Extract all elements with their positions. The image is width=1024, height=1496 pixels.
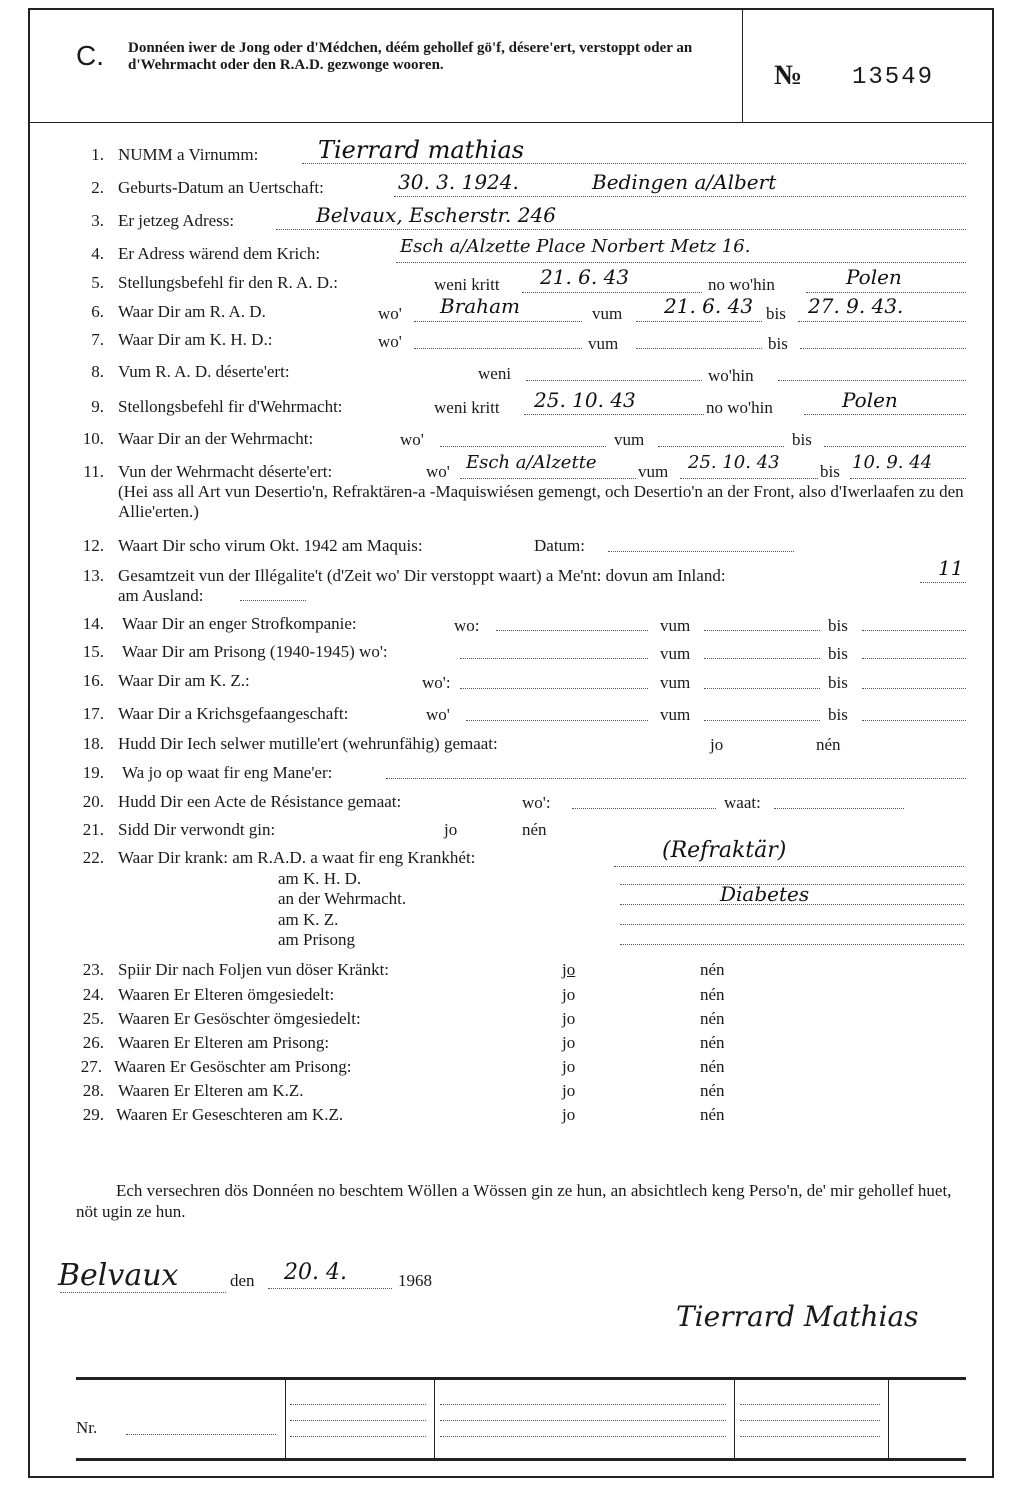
jo-option: jo — [562, 1081, 576, 1100]
item-number: 26. — [82, 1033, 104, 1052]
fill-line — [276, 229, 966, 230]
footer-divider — [285, 1380, 286, 1458]
item-label: Hudd Dir een Acte de Résistance gemaat: — [118, 792, 402, 811]
wo-label: wo' — [426, 705, 450, 724]
fill-line — [440, 446, 606, 447]
item-number: 5. — [91, 273, 104, 292]
item-label: Hudd Dir Iech selwer mutille'ert (wehrunfähig) gemaat: — [118, 734, 498, 753]
waat-label: waat: — [724, 793, 761, 812]
handwritten-place: Esch a/Alzette — [466, 452, 597, 473]
item-number: 25. — [82, 1009, 104, 1028]
fill-line — [386, 778, 966, 779]
wo-label: wo' — [400, 430, 424, 449]
item-number: 14. — [82, 614, 104, 633]
handwritten-date: 21. 6. 43 — [540, 265, 630, 289]
fill-line — [240, 600, 306, 601]
fill-line — [394, 196, 966, 197]
fill-line — [658, 446, 784, 447]
item-label: Waaren Er Gesöschter am Prisong: — [114, 1057, 352, 1076]
fill-line — [806, 292, 966, 293]
fill-line — [798, 321, 966, 322]
fill-line — [920, 582, 966, 583]
item-number: 12. — [82, 536, 104, 555]
item-label: Waar Dir krank: am R.A.D. a waat fir eng Krankhét: — [118, 848, 476, 867]
item-number: 17. — [82, 704, 104, 723]
handwritten-war-address: Esch a/Alzette Place Norbert Metz 16. — [400, 236, 751, 257]
item-label: Waaren Er Gesöschter ömgesiedelt: — [118, 1009, 361, 1028]
fill-line — [620, 944, 964, 945]
fill-line — [680, 478, 818, 479]
fill-line — [414, 348, 582, 349]
handwritten-to: 10. 9. 44 — [852, 452, 933, 473]
weni-label: weni kritt — [434, 275, 500, 294]
nen-option: nén — [700, 1057, 725, 1076]
fill-line — [704, 688, 820, 689]
weni-label: weni kritt — [434, 398, 500, 417]
nr-label: Nr. — [76, 1418, 98, 1437]
item-number: 20. — [82, 792, 104, 811]
item-number: 9. — [91, 397, 104, 416]
wo-label: wo' — [378, 304, 402, 323]
item-number: 19. — [82, 763, 104, 782]
fill-line — [290, 1420, 426, 1421]
bis-label: bis — [766, 304, 786, 323]
fill-line — [740, 1436, 880, 1437]
weni-label: weni — [478, 364, 512, 383]
wo-label: wo' — [426, 462, 450, 481]
handwritten-months: 11 — [938, 556, 964, 580]
item-number: 11. — [83, 462, 104, 481]
fill-line — [460, 688, 648, 689]
item-label: Waar Dir am K. Z.: — [118, 671, 250, 690]
fill-line — [774, 808, 904, 809]
vum-label: vum — [588, 334, 619, 353]
header-vertical-divider — [742, 8, 743, 122]
item-number: 23. — [82, 960, 104, 979]
fill-line — [636, 348, 762, 349]
datum-label: Datum: — [534, 536, 585, 555]
nen-option: nén — [700, 1081, 725, 1100]
handwritten-from: 21. 6. 43 — [664, 294, 754, 318]
fill-line — [466, 720, 648, 721]
item-number: 2. — [91, 178, 104, 197]
item-number: 13. — [82, 566, 104, 585]
fill-line — [396, 262, 966, 263]
item-label: Er jetzeg Adress: — [118, 211, 235, 230]
item-number: 27. — [80, 1057, 102, 1076]
fill-line — [268, 1288, 392, 1289]
item-label: Waart Dir scho virum Okt. 1942 am Maquis: — [118, 536, 423, 555]
fill-line — [850, 478, 966, 479]
item-label: Spiir Dir nach Foljen vun döser Kränkt: — [118, 960, 390, 979]
item-number: 15. — [82, 642, 104, 661]
fill-line — [862, 630, 966, 631]
jo-option-marked: jo — [562, 960, 576, 979]
bis-label: bis — [792, 430, 812, 449]
fill-line — [460, 658, 648, 659]
item-label: Waar Dir am R. A. D. — [118, 302, 266, 321]
nen-option: nén — [700, 985, 725, 1004]
item-label: Waar Dir an enger Strofkompanie: — [122, 614, 357, 633]
item-label: Waar Dir an der Wehrmacht: — [118, 429, 314, 448]
item-number: 6. — [91, 302, 104, 321]
item-label: NUMM a Virnumm: — [118, 145, 259, 164]
item-number: 3. — [91, 211, 104, 230]
handwritten-date: 20. 4. — [284, 1260, 347, 1285]
nen-option: nén — [700, 1105, 725, 1124]
handwritten-birthdate: 30. 3. 1924. — [398, 170, 519, 194]
item-number: 10. — [82, 429, 104, 448]
item-number: 16. — [82, 671, 104, 690]
fill-line — [824, 446, 966, 447]
handwritten-place: Belvaux — [58, 1258, 179, 1293]
vum-label: vum — [660, 705, 691, 724]
item-number: 1. — [91, 145, 104, 164]
jo-option: jo — [562, 985, 576, 1004]
sub-label: an der Wehrmacht. — [278, 889, 407, 908]
handwritten-illness-2: Diabetes — [720, 882, 810, 906]
fill-line — [126, 1434, 276, 1435]
fill-line — [440, 1404, 726, 1405]
fill-line — [414, 321, 582, 322]
item-number: 8. — [91, 362, 104, 381]
vum-label: vum — [660, 673, 691, 692]
bis-label: bis — [828, 673, 848, 692]
item-label: Wa jo op waat fir eng Mane'er: — [122, 763, 333, 782]
handwritten-illness: (Refraktär) — [662, 838, 787, 863]
den-label: den — [230, 1271, 255, 1290]
item-number: 24. — [82, 985, 104, 1004]
vum-label: vum — [660, 644, 691, 663]
item-label: Waar Dir am K. H. D.: — [118, 330, 273, 349]
fill-line — [614, 866, 964, 867]
fill-line — [572, 808, 716, 809]
jo-option: jo — [562, 1009, 576, 1028]
nen-option: nén — [700, 1033, 725, 1052]
handwritten-date: 25. 10. 43 — [534, 388, 636, 412]
item-label: Gesamtzeit vun der Illégalite't (d'Zeit wo' Dir verstoppt waart) a Me'nt: dovun am Inland: — [118, 566, 726, 585]
wo-label: wo': — [522, 793, 551, 812]
fill-line — [496, 630, 648, 631]
form-number: 13549 — [852, 64, 935, 91]
bis-label: bis — [820, 462, 840, 481]
item-label: Vun der Wehrmacht déserte'ert: — [118, 462, 333, 481]
handwritten-address: Belvaux, Escherstr. 246 — [316, 203, 556, 227]
footer-divider — [734, 1380, 735, 1458]
fill-line — [524, 414, 704, 415]
number-sign: № — [774, 60, 803, 91]
no-wohin-label: no wo'hin — [708, 275, 775, 294]
jo-option: jo — [562, 1105, 576, 1124]
declaration-text: Ech versechren dös Donnéen no beschtem Wöllen a Wössen gin ze hun, an absichtlech keng Perso'n, de' mir gehollef huet, nöt ugin ze hun. — [76, 1181, 952, 1221]
item-note: (Hei ass all Art vun Desertio'n, Refraktären-a -Maquiswiésen gemengt, och Desertio'n an der Front, also d'Iwerlaafen zu den Allie'erten.) — [118, 482, 964, 521]
sub-label: am K. H. D. — [278, 869, 362, 888]
ausland-label: am Ausland: — [118, 586, 204, 605]
item-number: 22. — [82, 848, 104, 867]
fill-line — [290, 1436, 426, 1437]
jo-option: jo — [562, 1033, 576, 1052]
item-label: Waaren Er Elteren ömgesiedelt: — [118, 985, 335, 1004]
fill-line — [60, 1292, 226, 1293]
bis-label: bis — [828, 616, 848, 635]
handwritten-destination: Polen — [842, 388, 898, 412]
item-label: Waaren Er Geseschteren am K.Z. — [116, 1105, 344, 1124]
vum-label: vum — [638, 462, 669, 481]
fill-line — [460, 478, 636, 479]
fill-line — [440, 1436, 726, 1437]
footer-divider — [888, 1380, 889, 1458]
fill-line — [440, 1420, 726, 1421]
nen-option: nén — [816, 735, 841, 754]
footer-bottom-rule — [76, 1458, 966, 1461]
fill-line — [740, 1404, 880, 1405]
wo-label: wo: — [454, 616, 480, 635]
sub-label: am K. Z. — [278, 910, 339, 929]
wo-label: wo': — [422, 673, 451, 692]
fill-line — [778, 380, 966, 381]
item-label: Waaren Er Elteren am Prisong: — [118, 1033, 330, 1052]
fill-line — [620, 924, 964, 925]
bis-label: bis — [768, 334, 788, 353]
handwritten-to: 27. 9. 43. — [808, 294, 904, 318]
jo-option: jo — [710, 735, 724, 754]
footer-top-rule — [76, 1377, 966, 1380]
vum-label: vum — [660, 616, 691, 635]
item-label: Vum R. A. D. déserte'ert: — [118, 362, 290, 381]
no-wohin-label: no wo'hin — [706, 398, 773, 417]
bis-label: bis — [828, 644, 848, 663]
item-number: 29. — [82, 1105, 104, 1124]
fill-line — [636, 321, 762, 322]
item-label: Stellungsbefehl fir den R. A. D.: — [118, 273, 339, 292]
item-number: 7. — [91, 330, 104, 349]
year-label: 1968 — [398, 1271, 432, 1290]
item-label: Stellongsbefehl fir d'Wehrmacht: — [118, 397, 343, 416]
fill-line — [608, 551, 794, 552]
handwritten-name: Tierrard mathias — [318, 136, 525, 164]
wohin-label: wo'hin — [708, 366, 754, 385]
fill-line — [800, 348, 966, 349]
fill-line — [526, 380, 702, 381]
handwritten-birthplace: Bedingen a/Albert — [592, 170, 777, 194]
fill-line — [862, 720, 966, 721]
item-number: 21. — [82, 820, 104, 839]
jo-option: jo — [444, 820, 458, 839]
fill-line — [862, 688, 966, 689]
wo-label: wo' — [378, 332, 402, 351]
footer-divider — [434, 1380, 435, 1458]
nen-option: nén — [700, 1009, 725, 1028]
sub-label: am Prisong — [278, 930, 355, 949]
handwritten-signature: Tierrard Mathias — [676, 1300, 919, 1333]
item-label: Er Adress wärend dem Krich: — [118, 244, 321, 263]
header-divider — [28, 122, 994, 123]
bis-label: bis — [828, 705, 848, 724]
fill-line — [522, 292, 702, 293]
handwritten-from: 25. 10. 43 — [688, 452, 780, 473]
item-label: Waar Dir am Prisong (1940-1945) wo': — [122, 642, 388, 661]
fill-line — [862, 658, 966, 659]
item-label: Waaren Er Elteren am K.Z. — [118, 1081, 304, 1100]
nen-option: nén — [522, 820, 547, 839]
item-number: 28. — [82, 1081, 104, 1100]
fill-line — [704, 720, 820, 721]
section-letter: C. — [76, 40, 104, 71]
nen-option: nén — [700, 960, 725, 979]
fill-line — [804, 414, 966, 415]
vum-label: vum — [592, 304, 623, 323]
fill-line — [704, 658, 820, 659]
form-title: Donnéen iwer de Jong oder d'Médchen, déém gehollef gö'f, désere'ert, verstoppt oder an d'Wehrmacht oder den R.A.D. gezwonge wooren. — [128, 40, 693, 73]
handwritten-place: Braham — [440, 294, 520, 318]
fill-line — [290, 1404, 426, 1405]
item-number: 18. — [82, 734, 104, 753]
fill-line — [704, 630, 820, 631]
item-label: Geburts-Datum an Uertschaft: — [118, 178, 324, 197]
item-label: Waar Dir a Krichsgefaangeschaft: — [118, 704, 349, 723]
jo-option: jo — [562, 1057, 576, 1076]
handwritten-destination: Polen — [846, 265, 902, 289]
item-number: 4. — [91, 244, 104, 263]
fill-line — [740, 1420, 880, 1421]
item-label: Sidd Dir verwondt gin: — [118, 820, 276, 839]
vum-label: vum — [614, 430, 645, 449]
